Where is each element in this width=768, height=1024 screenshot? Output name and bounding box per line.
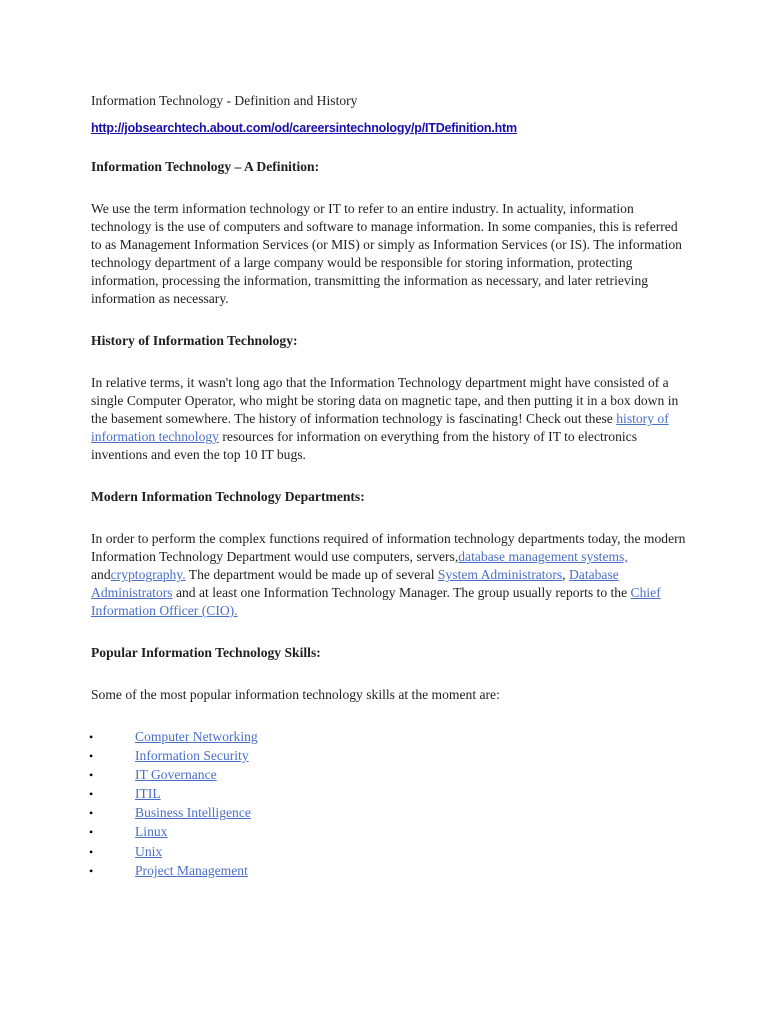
- document-title: Information Technology - Definition and History: [91, 93, 358, 108]
- modern-paragraph: [91, 530, 691, 620]
- bullet-icon: •: [89, 825, 94, 840]
- skills-heading: Popular Information Technology Skills:: [91, 645, 321, 660]
- bullet-icon: •: [89, 806, 94, 821]
- history-text-after-link: resources for information on everything from the history of IT to electronics inventions and even the top 10 IT bugs.: [91, 429, 637, 462]
- list-item: [91, 804, 691, 823]
- skills-intro: Some of the most popular information technology skills at the moment are:: [91, 687, 500, 702]
- database-management-systems-link[interactable]: database management systems,: [458, 549, 628, 564]
- list-item: [91, 785, 691, 804]
- history-paragraph: [91, 374, 691, 464]
- skill-link-computer-networking[interactable]: Computer Networking: [135, 729, 258, 744]
- history-of-it-link[interactable]: history of information technology: [91, 411, 669, 444]
- skill-link-it-governance[interactable]: IT Governance: [135, 767, 217, 783]
- bullet-icon: •: [89, 844, 94, 859]
- skill-link-information-security[interactable]: Information Security: [135, 748, 249, 764]
- source-url-link[interactable]: http://jobsearchtech.about.com/od/careersintechnology/p/ITDefinition.htm: [91, 121, 517, 135]
- definition-paragraph: We use the term information technology or IT to refer to an entire industry. In actuality, information technology is the use of computers and software to manage information. In some companies, this is referred to as Management Information Services (or MIS) or simply as Information Services (or IS). The information technology department of a large company would be responsible for storing information, protecting information, processing the information, transmitting the information as necessary, and later retrieving information as necessary.: [91, 201, 682, 306]
- skill-link-linux[interactable]: Linux: [135, 824, 168, 840]
- modern-text-5: and at least one Information Technology Manager. The group usually reports to the: [172, 585, 631, 600]
- skill-link-business-intelligence[interactable]: Business Intelligence: [135, 805, 251, 821]
- bullet-icon: •: [89, 749, 94, 764]
- skill-link-project-management[interactable]: Project Management: [135, 862, 248, 878]
- modern-text-4: ,: [562, 567, 569, 582]
- system-administrators-link[interactable]: System Administrators: [437, 567, 563, 582]
- chief-information-officer-link[interactable]: Chief Information Officer (CIO).: [91, 585, 661, 618]
- list-item: [91, 747, 691, 766]
- bullet-icon: •: [89, 730, 94, 744]
- bullet-icon: •: [89, 787, 94, 802]
- cryptography-link[interactable]: cryptography.: [110, 567, 186, 582]
- modern-text-1: In order to perform the complex functions required of information technology departments today, the modern Information Technology Department would use computers, servers,: [91, 531, 686, 564]
- history-heading: History of Information Technology:: [91, 333, 298, 348]
- definition-heading: Information Technology – A Definition:: [91, 159, 320, 174]
- modern-heading: Modern Information Technology Departments:: [91, 489, 365, 504]
- modern-text-3: The department would be made up of several: [185, 567, 438, 582]
- skill-link-itil[interactable]: ITIL: [135, 786, 161, 802]
- bullet-icon: •: [89, 863, 94, 878]
- database-administrators-link[interactable]: Database Administrators: [91, 567, 619, 600]
- skills-list: [91, 728, 691, 881]
- skill-link-unix[interactable]: Unix: [135, 843, 163, 859]
- list-item: [91, 766, 691, 785]
- history-text-before-link: In relative terms, it wasn't long ago that the Information Technology department might have consisted of a single Computer Operator, who might be storing data on magnetic tape, and then putting it in a box down in the basement somewhere. The history of information technology is fascinating! Check out these: [91, 375, 679, 426]
- list-item: [91, 823, 691, 842]
- document-page: [91, 92, 691, 881]
- list-item: [91, 728, 691, 747]
- modern-text-2: and: [91, 567, 111, 582]
- list-item: [91, 843, 691, 862]
- bullet-icon: •: [89, 768, 94, 783]
- list-item: [91, 862, 691, 881]
